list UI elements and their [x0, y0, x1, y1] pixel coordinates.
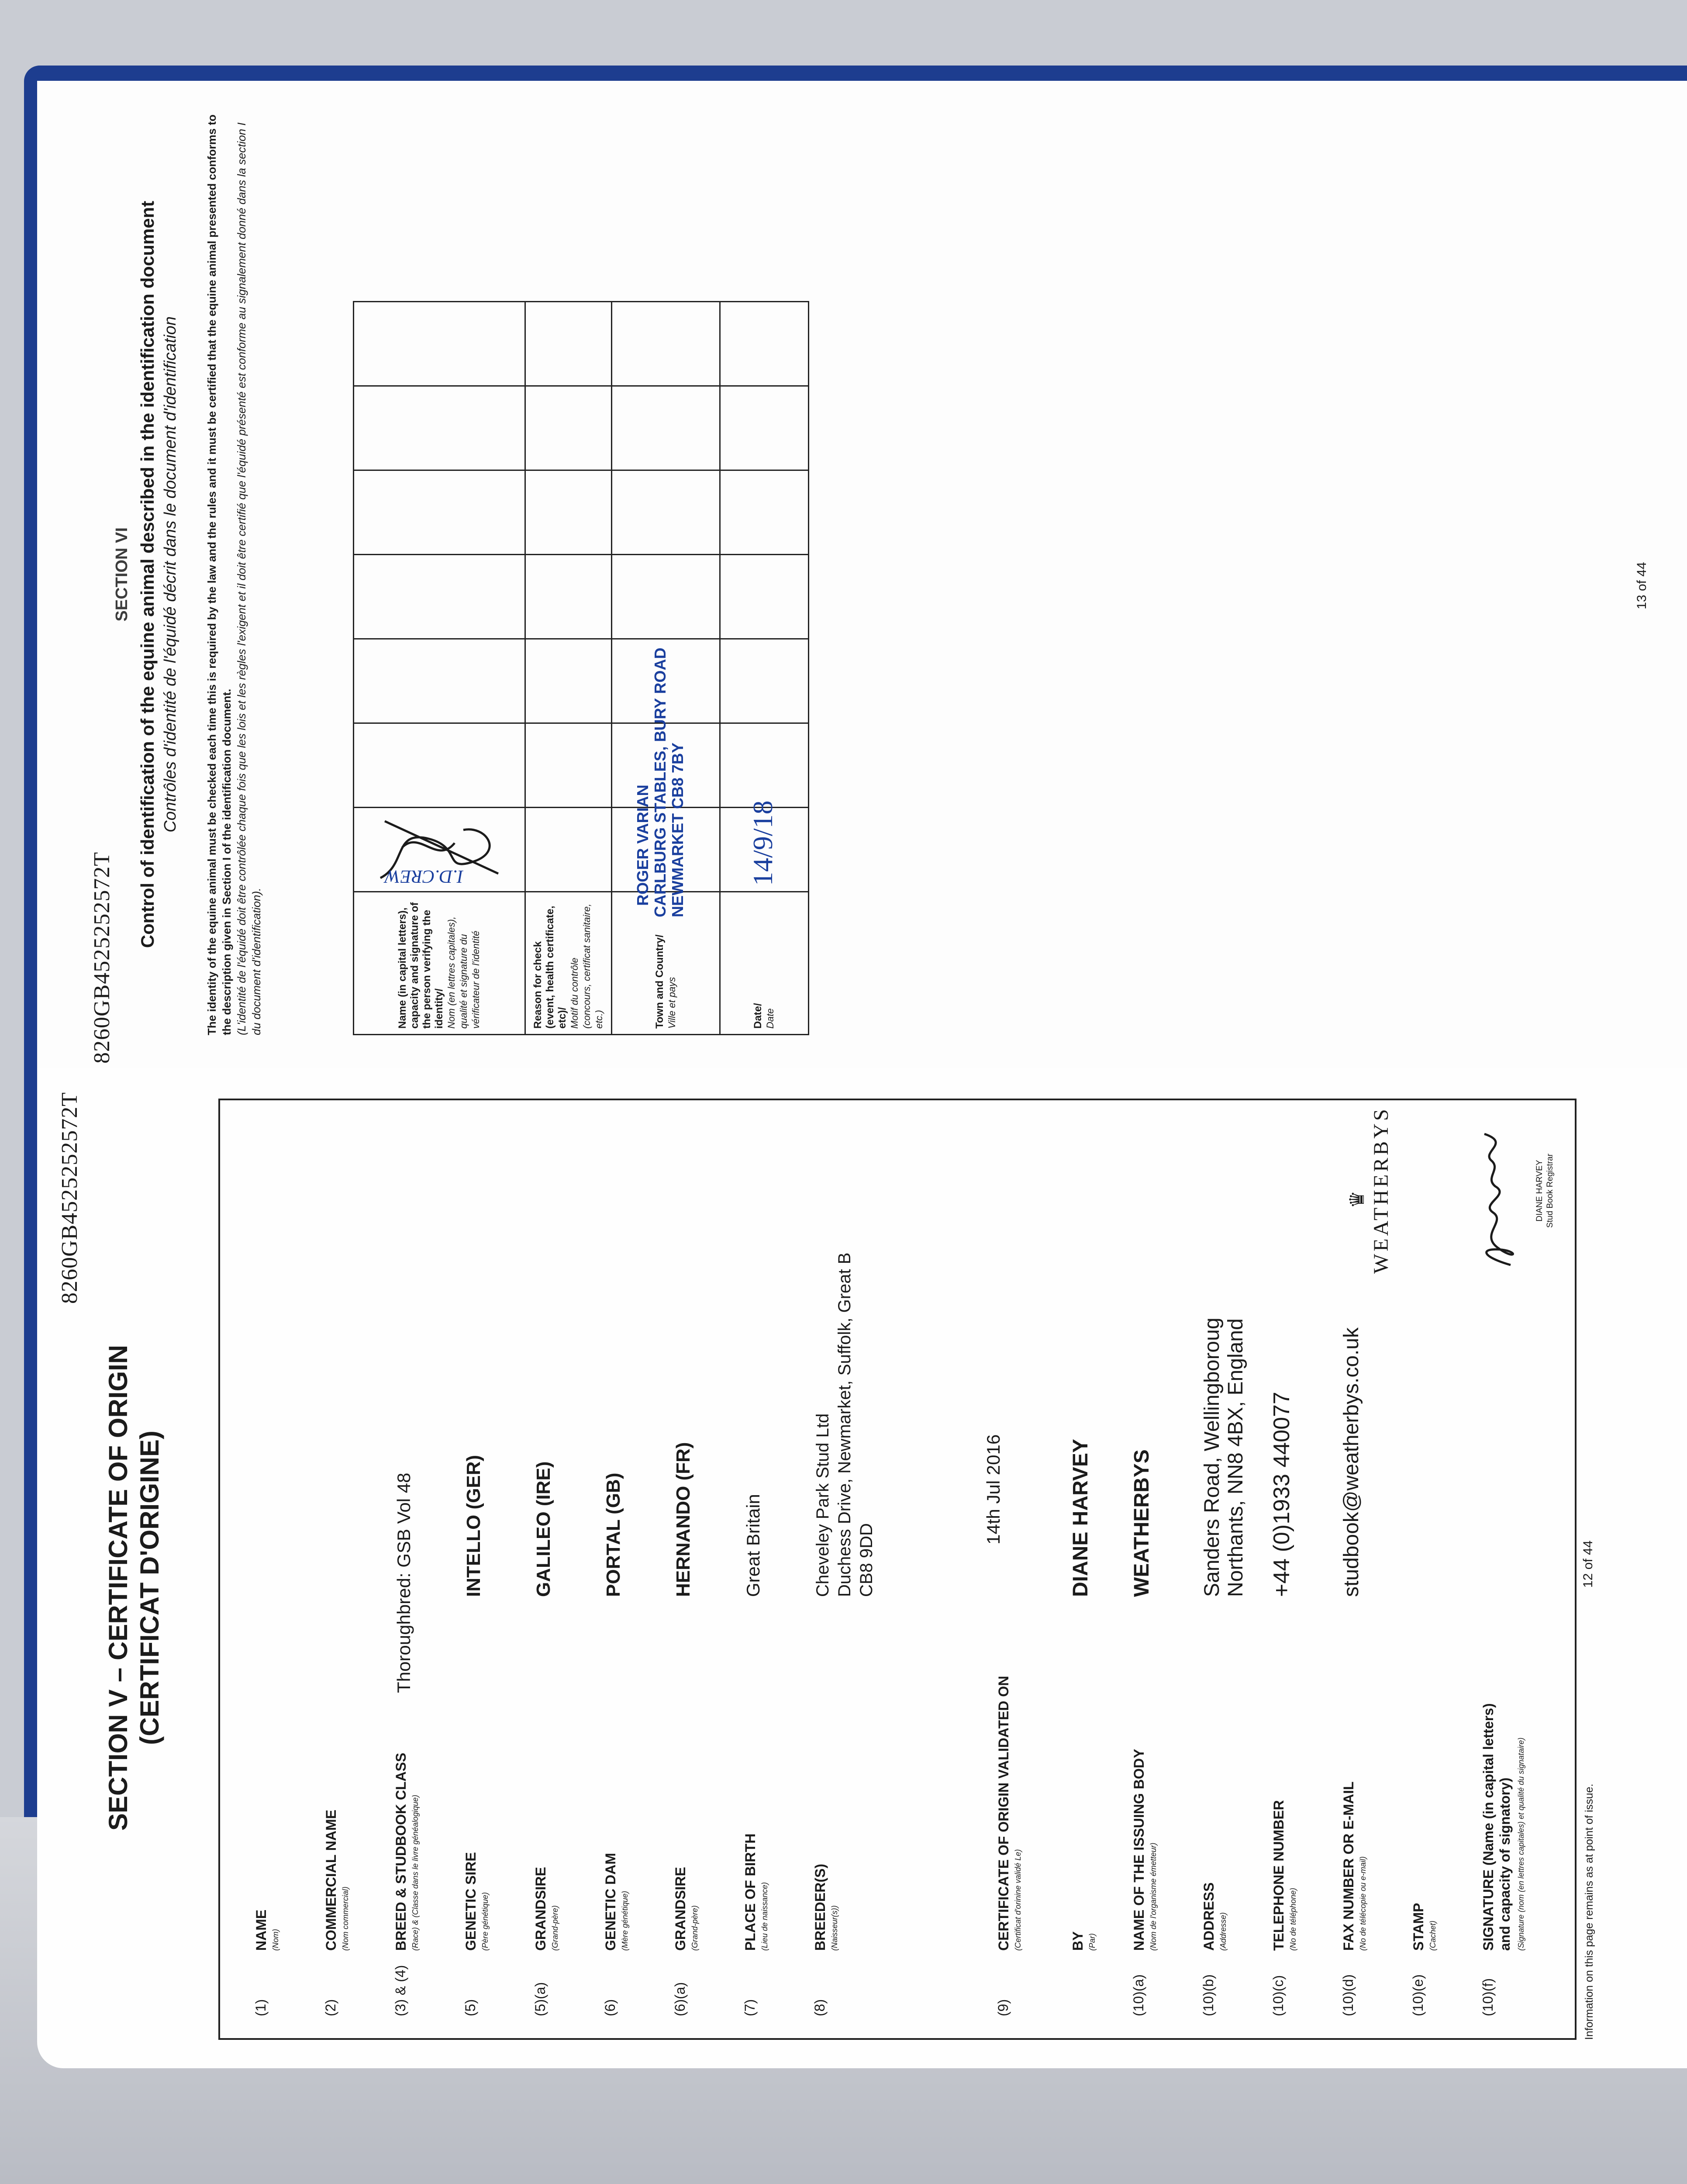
document-code: 8260GB4525252572T — [57, 1092, 82, 1304]
entry-4-date[interactable] — [720, 555, 809, 639]
entry-2-reason[interactable] — [525, 723, 612, 808]
value-breeders: Cheveley Park Stud Ltd Duchess Drive, Newmarket, Suffolk, Great B CB8 9DD — [813, 1252, 876, 1597]
entry-3-date[interactable] — [720, 639, 809, 723]
page-13 — [37, 81, 1687, 1072]
label-reason: Reason for check (event, health certificate, etc)/ Motif du contrôle (concours, certificat sanitaire, etc.) — [525, 892, 612, 1035]
label-town: Town and Country/ Ville et pays — [612, 892, 720, 1035]
entry-7-name[interactable] — [354, 302, 525, 386]
entry-6-reason[interactable] — [525, 386, 612, 470]
value-address: Sanders Road, Wellingboroug Northants, NN8 4BX, England — [1201, 1317, 1247, 1597]
entry-5-name[interactable] — [354, 470, 525, 555]
handwritten-date: 14/9/18 — [747, 800, 778, 886]
entry-5-date[interactable] — [720, 470, 809, 555]
value-telephone: +44 (0)1933 440077 — [1269, 1392, 1294, 1597]
entry-2-date[interactable] — [720, 723, 809, 808]
footnote: Information on this page remains as at point of issue. — [1583, 1783, 1595, 2040]
value-genetic-sire: INTELLO (GER) — [463, 1455, 484, 1597]
identity-control-table — [353, 301, 809, 1035]
stamp-brand: WEATHERBYS — [1370, 1106, 1393, 1274]
section-title: Control of identification of the equine animal described in the identification document Contrôles d'identité de l'équidé décrit dans le document d'identification — [137, 200, 179, 948]
entry-1-reason[interactable] — [525, 808, 612, 892]
signature-icon — [1471, 1125, 1524, 1274]
document-code: 8260GB4525252572T — [90, 852, 114, 1064]
value-issuing-body: WEATHERBYS — [1130, 1449, 1153, 1597]
entry-5-reason[interactable] — [525, 470, 612, 555]
value-validated-on: 14th Jul 2016 — [983, 1434, 1004, 1545]
page-number: 13 of 44 — [1635, 562, 1649, 609]
label-name: Name (in capital letters), capacity and signature of the person verifying the identity/ Nom (en lettres capitales), qualité et signature du vérificateur de l'identité — [354, 892, 525, 1035]
page-13-content — [71, 81, 1687, 1068]
entry-3-town[interactable] — [612, 639, 720, 723]
entry-6-name[interactable] — [354, 386, 525, 470]
weatherbys-stamp — [1345, 1106, 1445, 1274]
section-title: SECTION V – CERTIFICATE OF ORIGIN (CERTIFICAT D'ORIGINE) — [103, 1344, 164, 1831]
entry-7-date[interactable] — [720, 302, 809, 386]
entry-1-town[interactable] — [612, 647, 720, 917]
handwritten-name: I.D.CREW — [385, 866, 463, 886]
value-grandsire-2: HERNANDO (FR) — [673, 1442, 694, 1597]
value-by: DIANE HARVEY — [1069, 1439, 1092, 1597]
page-number: 12 of 44 — [1581, 1540, 1595, 1588]
page-13-upright — [71, 81, 1687, 1068]
entry-5-town[interactable] — [612, 470, 720, 555]
entry-1-date[interactable] — [720, 800, 809, 892]
value-breed: Thoroughbred: GSB Vol 48 — [393, 1472, 414, 1693]
entry-4-reason[interactable] — [525, 555, 612, 639]
entry-2-name[interactable] — [354, 723, 525, 808]
entry-3-reason[interactable] — [525, 639, 612, 723]
section-heading: SECTION VI — [113, 527, 131, 622]
value-genetic-dam: PORTAL (GB) — [603, 1472, 624, 1597]
entry-2-town[interactable] — [612, 723, 720, 808]
value-email: studbook@weatherbys.co.uk — [1340, 1327, 1363, 1597]
entry-4-town[interactable] — [612, 555, 720, 639]
certificate-form: (1) NAME (Nom) (2) COMMERCIAL NAME (Nom commercial) (3) & (4) BREED & STUDBOOK CLASS (Race) & (Classe dans le livre généalogique) Thoroughbred: GSB Vol 48 (5) GENETIC SIRE (Père génétique) INTELLO (GER) (5)(a) GRANDSIRE (Grand-père) GALILEO (IRE) (6) GENETIC DAM (Mère génétique) PORTAL (GB) (6)(a) GRANDSIRE (Grand-père) HERNANDO (FR) (7) PLACE OF BIRTH (Lieu de naissance) Great Britain (8) BREEDER(S) (Naisseur(s)) Cheveley Park Stud Ltd Duchess Drive, Newmarket, Suffolk, Great B CB8 9DD (9) CERTIFICATE OF ORIGIN VALIDATED ON (Certificat d'orinine validé Le) 14th Jul 2016 BY (Par) DIANE HARVEY (10)(a) NAME OF THE ISSUING BODY (Nom de l'organisme émetteur) WEATHERBYS (10)(b) ADDRESS (Addresse) Sanders Road, Wellingboroug Northants, NN8 4BX, England (10)(c) TELEPHONE NUMBER (No de téléphone) +44 (0)1933 440077 (10)(d) FAX NUMBER OR E-MAIL (No de télécopie ou e-mail) studbook@weatherbys.co.uk (10)(e) STAMP (Cachet) ♛ WEATHERBYS (10)(f) SIGNATURE (Name (in capital letters) and capacity of signatory) (Signature (nom (en lettres capitales) et qualité du signataire) DIANE HARVEY Stud Book Registrar — [218, 1099, 1577, 2040]
entry-7-town[interactable] — [612, 302, 720, 386]
page-12 — [37, 1068, 1687, 2068]
trainer-stamp: ROGER VARIAN CARLBURG STABLES, BURY ROAD NEWMARKET CB8 7BY — [634, 647, 687, 917]
page-12-content — [37, 1068, 1653, 2068]
entry-6-town[interactable] — [612, 386, 720, 470]
intro-text: The identity of the equine animal must be checked each time this is required by the law and the rules and it must be certified that the equine animal presented conforms to the description given in Section I of the identification document. (L'identité de l'équidé doit être contrôlée chaque fois que les lois et les règles l'exigent et il doit être certifié que l'équidé présenté est conforme au signalement donné dans la section I du document d'identification). — [205, 114, 263, 1035]
value-grandsire-1: GALILEO (IRE) — [533, 1461, 554, 1597]
entry-6-date[interactable] — [720, 386, 809, 470]
entry-3-name[interactable] — [354, 639, 525, 723]
crown-icon: ♛ — [1345, 1190, 1368, 1209]
entry-1-signature-cell[interactable] — [354, 808, 525, 892]
entry-4-name[interactable] — [354, 555, 525, 639]
value-place-of-birth: Great Britain — [743, 1494, 763, 1597]
entry-7-reason[interactable] — [525, 302, 612, 386]
label-date: Date/ Date — [720, 892, 809, 1035]
signatory-caption: DIANE HARVEY Stud Book Registrar — [1535, 1153, 1555, 1228]
